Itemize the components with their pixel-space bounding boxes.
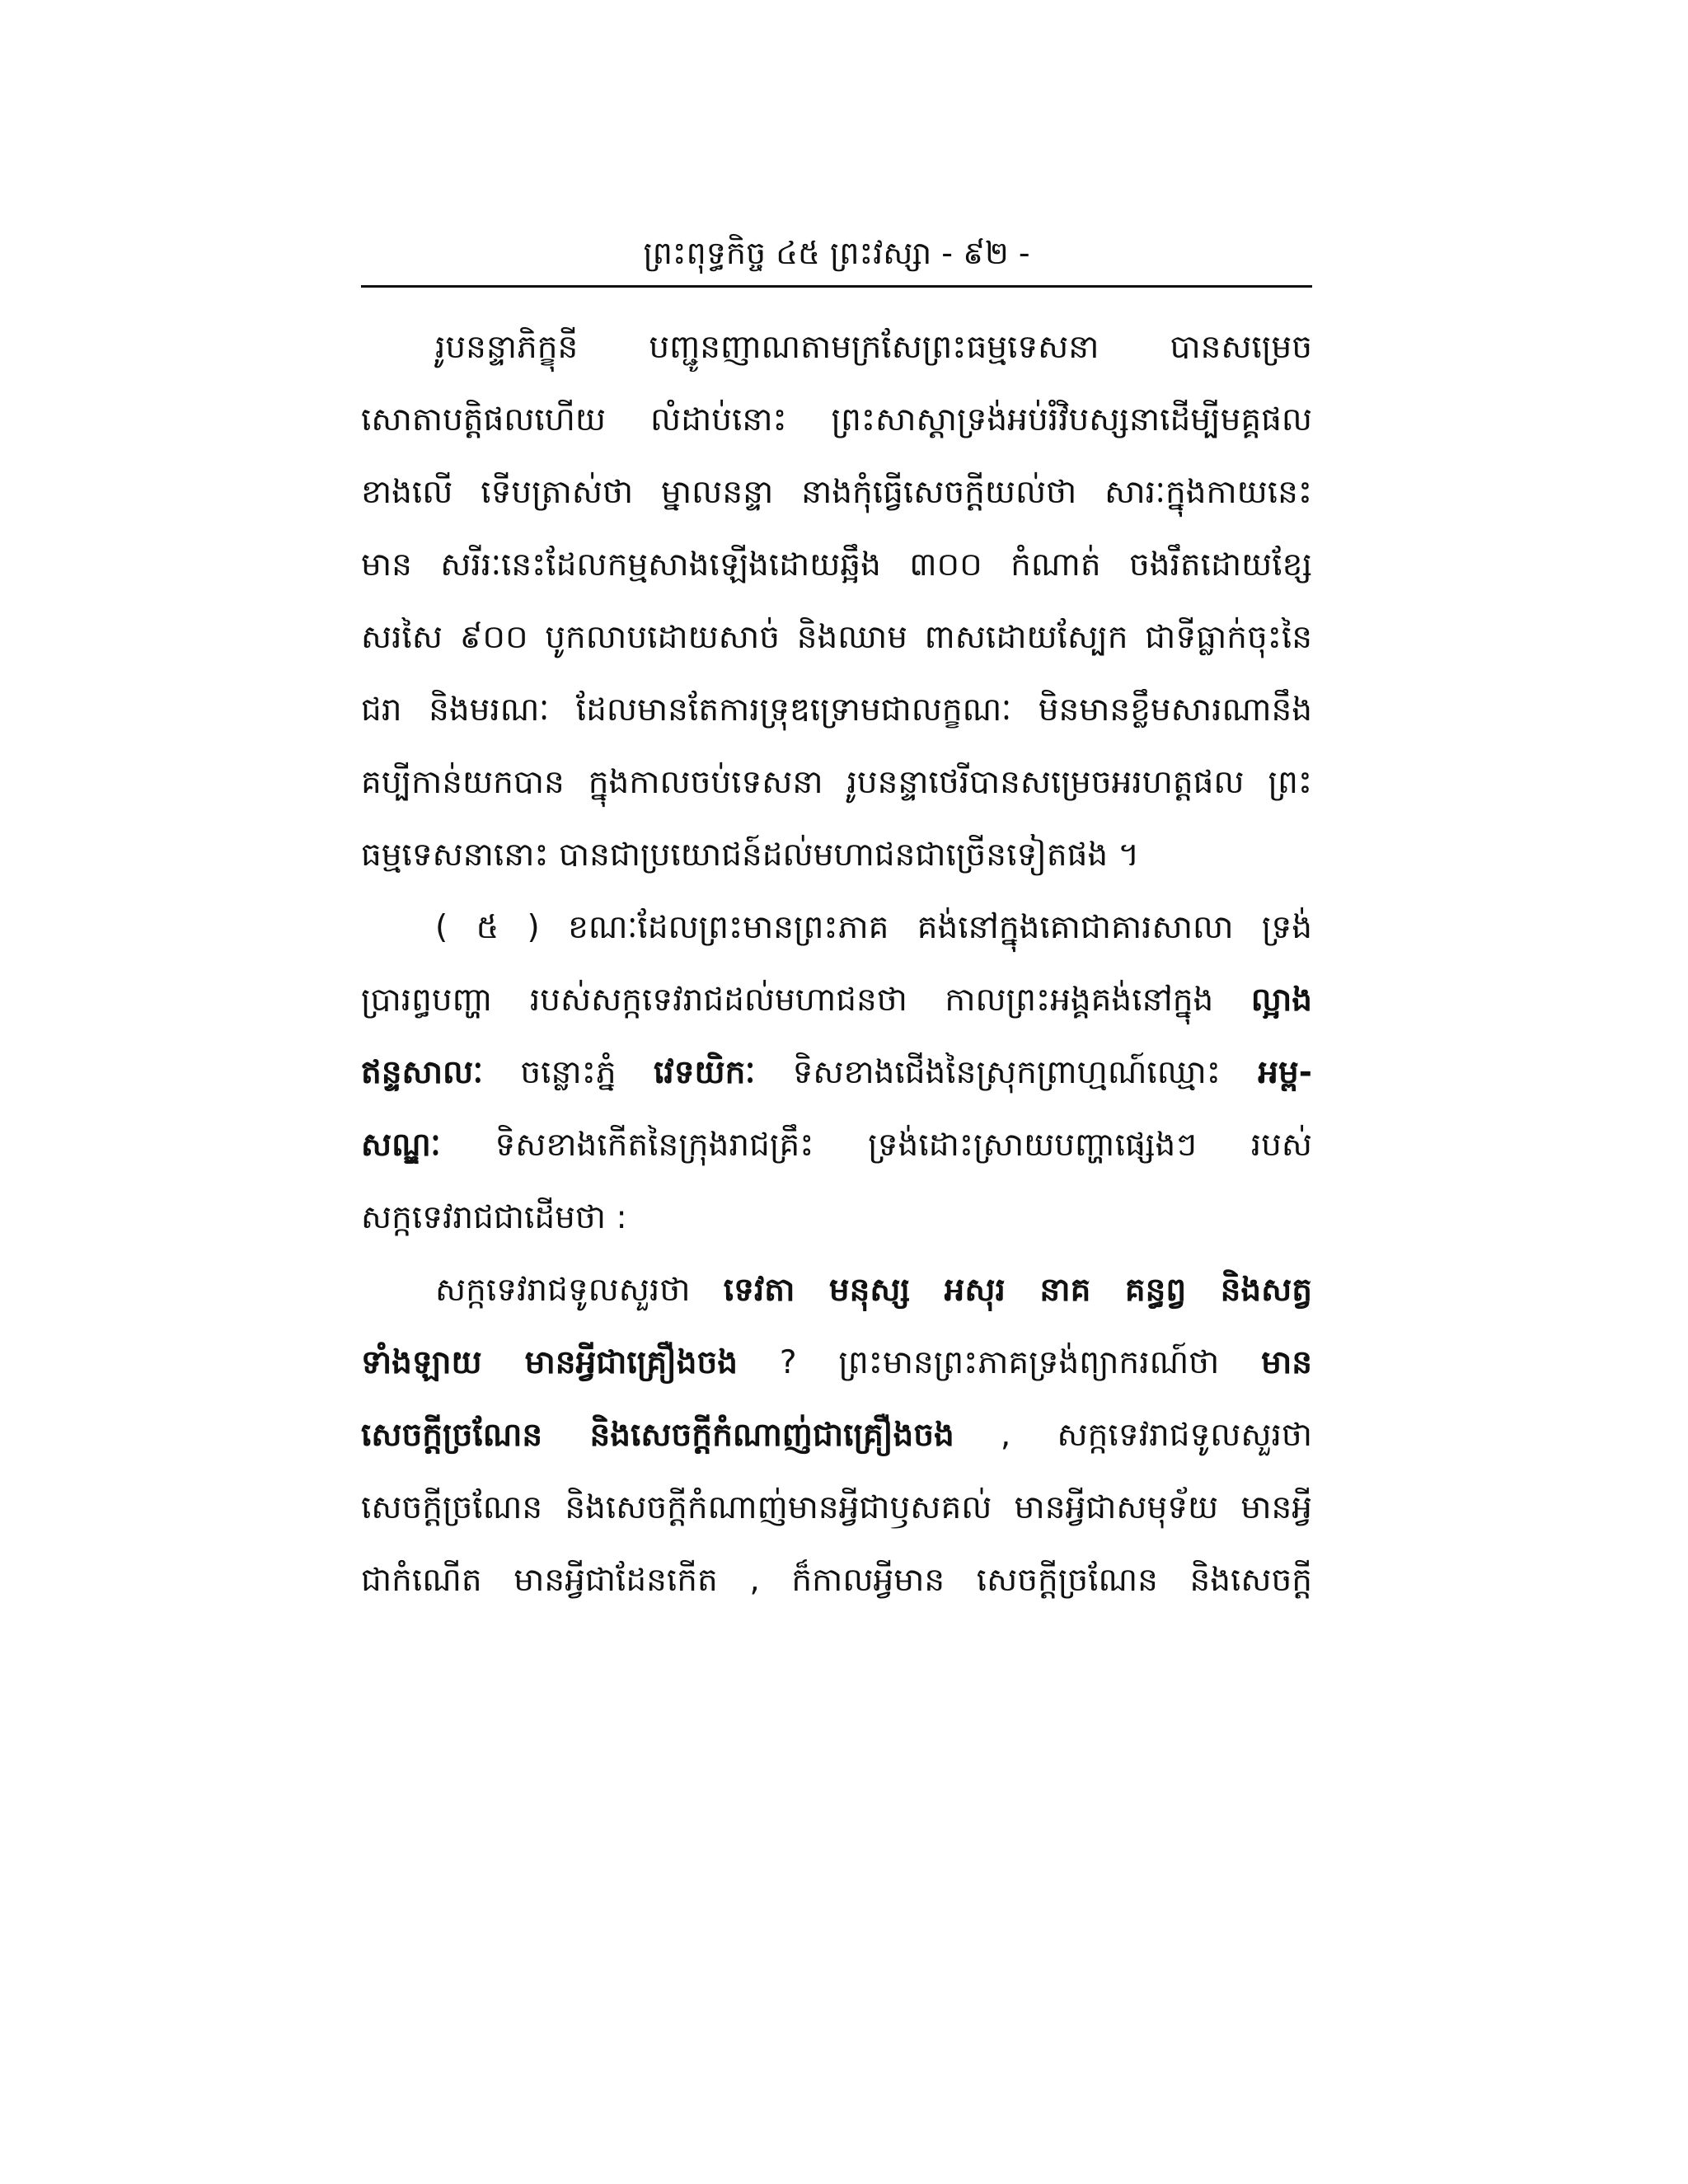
body-text bbox=[361, 312, 1312, 1617]
running-header: ព្រះពុទ្ធកិច្ច ៤៥ ព្រះវស្សា - ៩២ - bbox=[643, 235, 1030, 271]
paragraph-2-line-2 bbox=[361, 964, 1312, 1037]
paragraph-1-line-2: សោតាបត្តិផលហើយ លំដាប់នោះ ព្រះសាស្តាទ្រង់អប់រំវិបស្សនាដើម្បីមគ្គផល bbox=[361, 401, 1312, 438]
paragraph-3-line-2 bbox=[361, 1327, 1312, 1399]
paragraph-2-line-4-text: ទិសខាងកើតនៃក្រុងរាជគ្រឹះ ទ្រង់ដោះស្រាយបញ្ហាផ្សេងៗ របស់ bbox=[440, 1127, 1312, 1164]
paragraph-3-line-4: សេចក្តីច្រណែន និងសេចក្តីកំណាញ់មានអ្វីជាឫសគល់ មានអ្វីជាសមុទ័យ មានអ្វី bbox=[361, 1489, 1312, 1526]
paragraph-2-line-3 bbox=[361, 1037, 1312, 1109]
paragraph-1-line-8: ធម្មទេសនានោះ បានជាប្រយោជន៍ដល់មហាជនជាច្រើនទៀតផង ។ bbox=[361, 837, 1140, 874]
place-name-amba-start: អម្ព- bbox=[1258, 1054, 1312, 1091]
paragraph-3-line-1-text: សក្កទេវរាជទូលសួរថា bbox=[435, 1272, 724, 1309]
paragraph-3-line-2-text: ? ព្រះមានព្រះភាគទ្រង់ព្យាករណ៍ថា bbox=[738, 1344, 1262, 1381]
paragraph-1-line-5: សរសៃ ៩០០ បូកលាបដោយសាច់ និងឈាម ពាសដោយស្បែក ជាទីធ្លាក់ចុះនៃ bbox=[361, 619, 1312, 656]
paragraph-3-line-1 bbox=[361, 1254, 1312, 1327]
paragraph-1-line-3: ខាងលើ ទើបត្រាស់ថា ម្នាលនន្ទា នាងកុំធ្វើសេចក្តីយល់ថា សារៈក្នុងកាយនេះ bbox=[361, 474, 1312, 511]
paragraph-1-line-6: ជរា និងមរណៈ ដែលមានតែការទ្រុឌទ្រោមជាលក្ខណៈ មិនមានខ្លឹមសារណានឹង bbox=[361, 691, 1312, 729]
paragraph-3-line-2-bold-b: មាន bbox=[1261, 1344, 1312, 1381]
paragraph-1-line-1: រូបនន្ទាភិក្ខុនី បញ្ជូនញាណតាមក្រសែព្រះធម្មទេសនា បានសម្រេច bbox=[435, 329, 1312, 366]
paragraph-2-line-3-text-b: ទិសខាងជើងនៃស្រុកព្រាហ្មណ៍ឈ្មោះ bbox=[755, 1054, 1259, 1091]
place-name-amba-end: សណ្ឌៈ bbox=[361, 1127, 441, 1164]
paragraph-2-line-4 bbox=[361, 1109, 1312, 1182]
paragraph-2-line-1: ( ៥ ) ខណៈដែលព្រះមានព្រះភាគ គង់នៅក្នុងគោជាគារសាលា ទ្រង់ bbox=[435, 909, 1312, 946]
header-rule bbox=[361, 285, 1312, 288]
place-name-cave: ល្អាង bbox=[1250, 982, 1312, 1019]
paragraph-3-line-2-bold-a: ទាំងឡាយ មានអ្វីជាគ្រឿងចង bbox=[361, 1344, 738, 1381]
paragraph-2-line-3-text-a: ចន្លោះភ្នំ bbox=[483, 1054, 654, 1091]
paragraph-2-line-5: សក្កទេវរាជជាដើមថា : bbox=[361, 1199, 627, 1236]
paragraph-3-line-3-text: , សក្កទេវរាជទូលសួរថា bbox=[954, 1417, 1312, 1454]
place-name-indasala: ឥន្ទសាលៈ bbox=[361, 1054, 484, 1091]
paragraph-3-line-3-bold: សេចក្តីច្រណែន និងសេចក្តីកំណាញ់ជាគ្រឿងចង bbox=[361, 1417, 954, 1454]
paragraph-3-line-5: ជាកំណើត មានអ្វីជាដែនកើត , ក៏កាលអ្វីមាន សេចក្តីច្រណែន និងសេចក្តី bbox=[361, 1562, 1312, 1599]
paragraph-1-line-4: មាន សរីរៈនេះដែលកម្មសាងឡើងដោយឆ្អឹង ៣០០ កំណាត់ ចងរឹតដោយខ្សែ bbox=[361, 546, 1312, 583]
paragraph-2-line-2-text: ប្រារព្ធបញ្ហា របស់សក្កទេវរាជដល់មហាជនថា កាលព្រះអង្គគង់នៅក្នុង bbox=[361, 982, 1251, 1019]
paragraph-1-line-7: គប្បីកាន់យកបាន ក្នុងកាលចប់ទេសនា រូបនន្ទាថេរីបានសម្រេចអរហត្តផល ព្រះ bbox=[361, 764, 1312, 801]
paragraph-3-line-3 bbox=[361, 1399, 1312, 1472]
paragraph-3-line-1-bold: ទេវតា មនុស្ស អសុរ នាគ គន្ធព្វ និងសត្វ bbox=[723, 1272, 1312, 1309]
place-name-vediyaka: វេទយិកៈ bbox=[653, 1054, 756, 1091]
